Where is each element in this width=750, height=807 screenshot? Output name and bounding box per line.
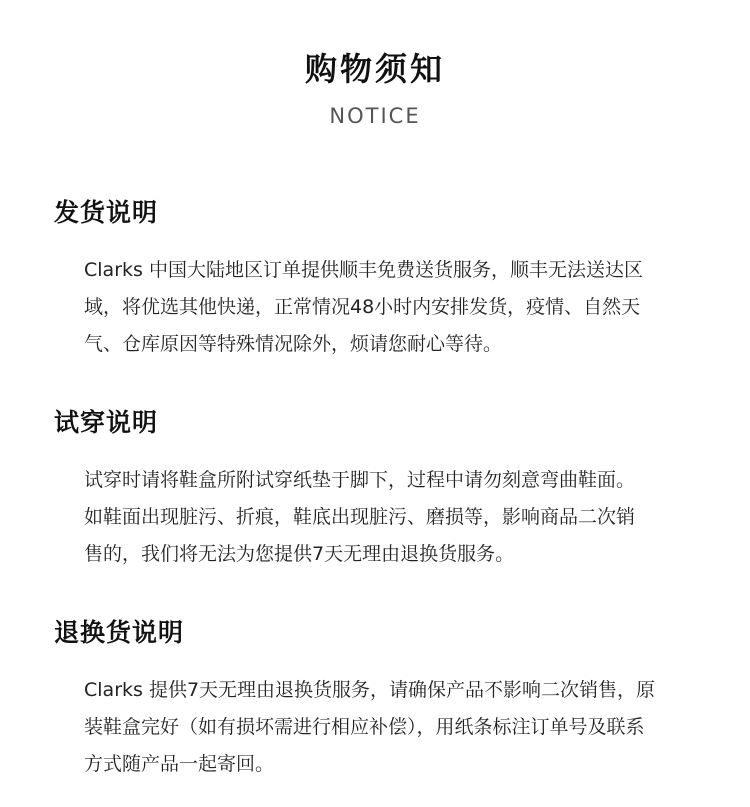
section-heading-try-on: 试穿说明 — [54, 408, 159, 437]
body-line: 装鞋盒完好（如有损坏需进行相应补偿），用纸条标注订单号及联系 — [84, 716, 645, 738]
section-body-try-on — [84, 462, 724, 573]
body-line: 气、仓库原因等特殊情况除外，烦请您耐心等待。 — [84, 333, 503, 355]
section-body-shipping — [84, 252, 724, 363]
page-subtitle: NOTICE — [329, 104, 421, 128]
section-heading-shipping: 发货说明 — [54, 198, 159, 227]
body-line: Clarks 提供7天无理由退换货服务，请确保产品不影响二次销售，原 — [84, 679, 656, 701]
body-line: Clarks 中国大陆地区订单提供顺丰免费送货服务，顺丰无法送达区 — [84, 259, 643, 281]
section-body-returns — [84, 672, 724, 783]
body-line: 域，将优选其他快递，正常情况48小时内安排发货，疫情、自然天 — [84, 296, 641, 318]
notice-header — [0, 44, 750, 130]
page-title: 购物须知 — [304, 50, 445, 88]
body-line: 售的，我们将无法为您提供7天无理由退换货服务。 — [84, 543, 515, 565]
body-line: 如鞋面出现脏污、折痕，鞋底出现脏污、磨损等，影响商品二次销 — [84, 506, 636, 528]
section-heading-returns: 退换货说明 — [54, 618, 185, 647]
body-line: 试穿时请将鞋盒所附试穿纸垫于脚下，过程中请勿刻意弯曲鞋面。 — [84, 469, 636, 491]
body-line: 方式随产品一起寄回。 — [84, 753, 275, 775]
